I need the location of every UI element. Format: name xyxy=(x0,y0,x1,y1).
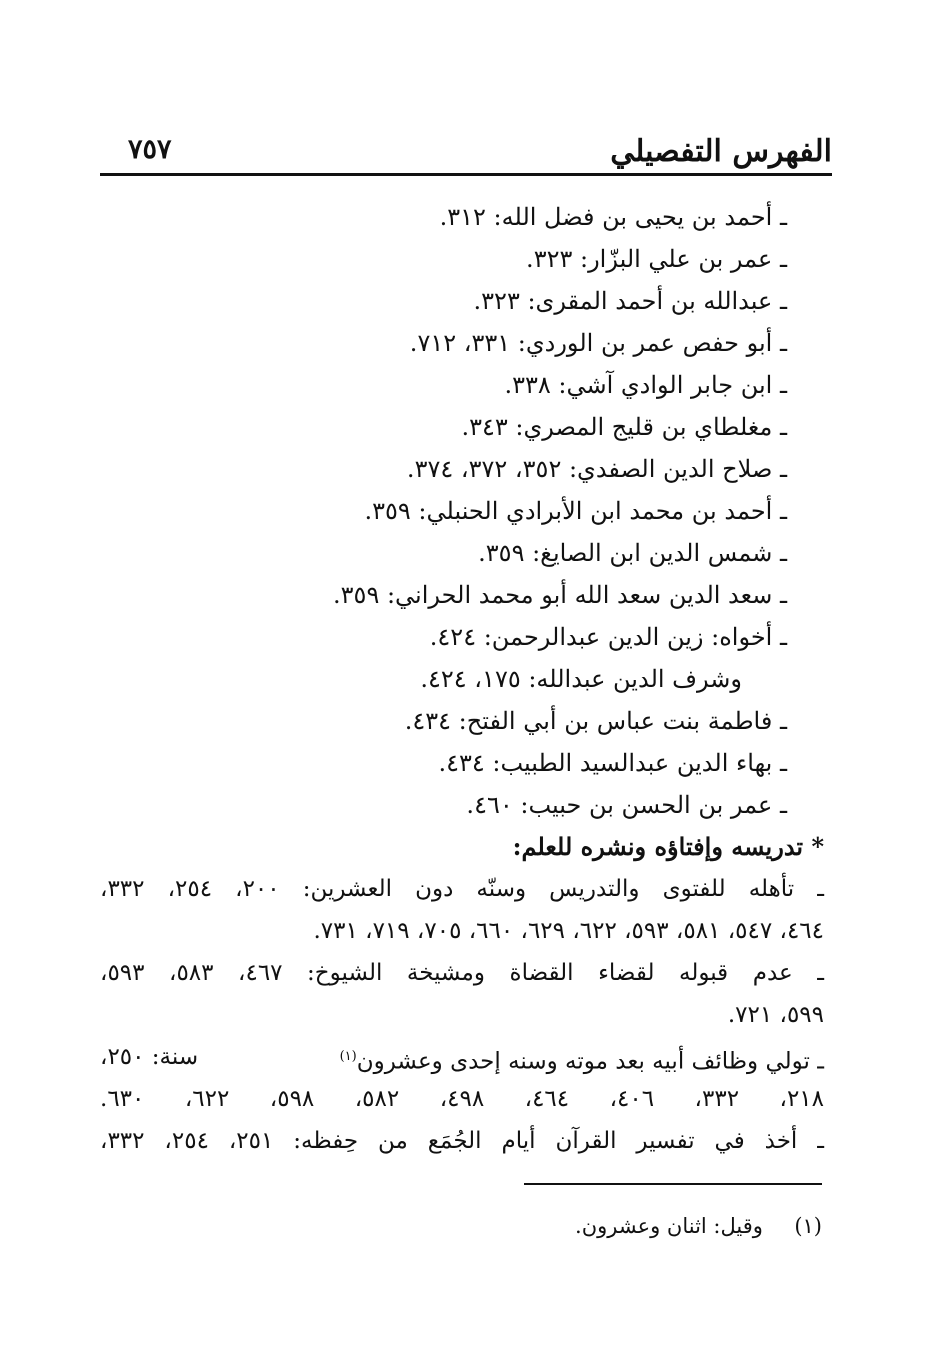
page-number: ٧٥٧ xyxy=(128,134,172,165)
paragraph-line: ٢١٨، ٣٣٢، ٤٠٦، ٤٦٤، ٤٩٨، ٥٨٢، ٥٩٨، ٦٢٢، ٦٣٠. xyxy=(100,1086,824,1112)
index-entry-continuation: وشرف الدين عبدالله: ١٧٥، ٤٢٤. xyxy=(420,665,742,693)
footnote-marker: (١) xyxy=(794,1214,822,1238)
index-entry: ـ أبو حفص عمر بن الوردي: ٣٣١، ٧١٢. xyxy=(409,329,787,357)
index-entry: ـ فاطمة بنت عباس بن أبي الفتح: ٤٣٤. xyxy=(404,707,787,735)
index-entry: ـ صلاح الدين الصفدي: ٣٥٢، ٣٧٢، ٣٧٤. xyxy=(406,455,787,483)
section-heading: * تدريسه وإفتاؤه ونشره للعلم: xyxy=(512,832,824,861)
footnote-separator xyxy=(524,1183,822,1185)
index-entry: ـ أخواه: زين الدين عبدالرحمن: ٤٢٤. xyxy=(429,623,787,651)
paragraph-line: ٥٩٩، ٧٢١. xyxy=(727,1002,824,1028)
index-entry: ـ بهاء الدين عبدالسيد الطبيب: ٤٣٤. xyxy=(438,749,787,777)
running-title: الفهرس التفصيلي xyxy=(610,134,832,169)
index-entry: ـ عمر بن علي البزّار: ٣٢٣. xyxy=(526,245,787,273)
index-entry: ـ شمس الدين ابن الصايغ: ٣٥٩. xyxy=(478,539,787,567)
index-entry: ـ عمر بن الحسن بن حبيب: ٤٦٠. xyxy=(466,791,787,819)
paragraph-text: سنة: ٢٥٠، xyxy=(100,1044,199,1070)
page-header xyxy=(100,120,832,176)
paragraph-line: ـ أخذ في تفسير القرآن أيام الجُمَع من حِفظه: ٢٥١، ٢٥٤، ٣٣٢، xyxy=(100,1128,824,1154)
header-rule xyxy=(100,173,832,176)
index-entry: ـ مغلطاي بن قليج المصري: ٣٤٣. xyxy=(461,413,787,441)
paragraph-line: ـ عدم قبوله لقضاء القضاة ومشيخة الشيوخ: ٤٦٧، ٥٨٣، ٥٩٣، xyxy=(100,960,825,986)
index-entry: ـ أحمد بن يحيى بن فضل الله: ٣١٢. xyxy=(439,203,787,231)
index-entry: ـ عبدالله بن أحمد المقرى: ٣٢٣. xyxy=(473,287,787,315)
paragraph-line-with-footnote xyxy=(100,1040,824,1079)
footnote xyxy=(575,1214,822,1238)
paragraph-line: ٤٦٤، ٥٤٧، ٥٨١، ٥٩٣، ٦٢٢، ٦٢٩، ٦٦٠، ٧٠٥، ٧١٩، ٧٣١. xyxy=(313,918,824,944)
index-entry: ـ أحمد بن محمد ابن الأبرادي الحنبلي: ٣٥٩. xyxy=(364,497,787,525)
footnote-text: وقيل: اثنان وعشرون. xyxy=(575,1214,763,1238)
index-entry: ـ سعد الدين سعد الله أبو محمد الحراني: ٣٥٩. xyxy=(333,581,787,609)
paragraph-line: ـ تأهله للفتوى والتدريس وسنّه دون العشرين: ٢٠٠، ٢٥٤، ٣٣٢، xyxy=(100,876,825,902)
index-entry: ـ ابن جابر الوادي آشي: ٣٣٨. xyxy=(504,371,787,399)
footnote-reference: (١) xyxy=(339,1049,357,1064)
paragraph-text: ـ تولي وظائف أبيه بعد موته وسنه إحدى وعشرون xyxy=(356,1048,824,1075)
